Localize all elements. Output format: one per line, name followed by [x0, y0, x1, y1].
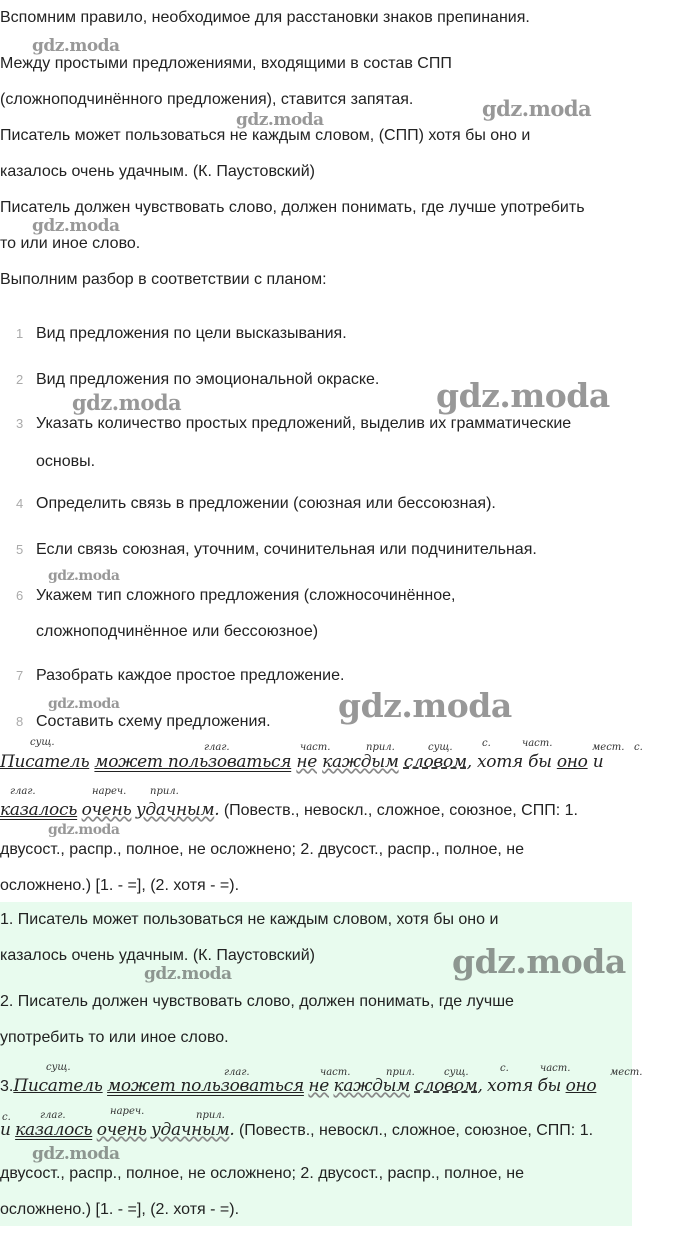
watermark: gdz.moda [32, 1144, 120, 1164]
object-word: словом [414, 1076, 478, 1096]
conjunction-word: хотя [487, 1076, 534, 1096]
conjunction-word: и [0, 1120, 11, 1140]
pos-label: нареч. [110, 1106, 145, 1117]
example-1-line-2: казалось очень удачным. (К. Паустовский) [0, 163, 315, 180]
watermark: gdz.moda [48, 568, 120, 584]
rule-line-2: (сложноподчинённого предложения), ставится запятая. [0, 91, 414, 108]
modifier-word: очень [81, 800, 132, 820]
example-2-line-1: Писатель должен чувствовать слово, должен понимать, где лучше употребить [0, 199, 585, 216]
pos-label: част. [320, 1067, 351, 1078]
pos-label: прил. [196, 1110, 225, 1121]
parsed-line-1 [0, 752, 603, 772]
watermark: gdz.moda [236, 110, 324, 130]
pos-label: сущ. [444, 1067, 469, 1078]
analysis-line-3: осложнено.) [1. - =], (2. хотя - =). [0, 1201, 240, 1218]
pos-label: прил. [386, 1067, 415, 1078]
plan-number: 7 [16, 668, 24, 683]
pos-label: мест. [610, 1067, 643, 1078]
plan-item: Если связь союзная, уточним, сочинительная или подчинительная. [36, 541, 537, 558]
sentence-number: 3. [0, 1078, 14, 1095]
analysis-text: (Повеств., невоскл., сложное, союзное, СПП: 1. [238, 1122, 594, 1139]
plan-item: Укажем тип сложного предложения (сложносочинённое, [36, 587, 456, 604]
analysis-text: (Повеств., невоскл., сложное, союзное, СПП: 1. [223, 802, 578, 819]
comma: , [477, 1076, 483, 1096]
plan-item: Вид предложения по цели высказывания. [36, 325, 347, 342]
plan-number: 4 [16, 496, 24, 511]
analysis-line-2: двусост., распр., полное, не осложнено; 2. двусост., распр., полное, не [0, 841, 524, 858]
modifier-word: не [296, 752, 317, 772]
plan-number: 5 [16, 542, 24, 557]
predicate-word: может пользоваться [94, 752, 292, 772]
watermark: gdz.moda [32, 216, 120, 236]
predicate-word: казалось [15, 1120, 93, 1140]
pos-label: част. [522, 738, 553, 749]
rule-title: Вспомним правило, необходимое для расстановки знаков препинания. [0, 9, 530, 26]
parsed-line-3a [0, 1076, 596, 1097]
watermark: gdz.moda [338, 686, 512, 725]
modifier-word: очень [96, 1120, 147, 1140]
modifier-word: удачным [150, 1120, 230, 1140]
plan-item: Разобрать каждое простое предложение. [36, 667, 345, 684]
analysis-line-3: осложнено.) [1. - =], (2. хотя - =). [0, 877, 240, 894]
plan-number: 8 [16, 714, 24, 729]
pos-label: прил. [150, 786, 179, 797]
summary-line-4: употребить то или иное слово. [0, 1029, 229, 1046]
pos-label: нареч. [92, 786, 127, 797]
summary-line-2: казалось очень удачным. (К. Паустовский) [0, 947, 315, 964]
pos-label: с. [500, 1063, 509, 1074]
pos-label: сущ. [428, 742, 453, 753]
pos-label: прил. [366, 742, 395, 753]
pos-label: с. [634, 742, 643, 753]
pos-label: част. [540, 1063, 571, 1074]
plan-intro: Выполним разбор в соответствии с планом: [0, 271, 327, 288]
watermark: gdz.moda [32, 36, 120, 56]
watermark: gdz.moda [482, 96, 592, 121]
plan-number: 2 [16, 372, 24, 387]
modifier-word: каждым [333, 1076, 410, 1096]
predicate-word: казалось [0, 800, 78, 820]
conjunction-word: и [592, 752, 604, 772]
pos-label: глаг. [204, 742, 230, 753]
plan-number: 1 [16, 326, 24, 341]
plan-item-continuation: сложноподчинённое или бессоюзное) [36, 623, 319, 640]
pos-label: сущ. [30, 737, 55, 748]
pos-label: сущ. [46, 1062, 71, 1073]
watermark: gdz.moda [48, 696, 120, 712]
watermark: gdz.moda [144, 964, 232, 984]
watermark: gdz.moda [452, 942, 626, 981]
pos-label: мест. [592, 742, 625, 753]
summary-line-3: 2. Писатель должен чувствовать слово, должен понимать, где лучше [0, 993, 514, 1010]
particle-word: бы [537, 1076, 562, 1096]
subject-word: Писатель [0, 752, 90, 772]
particle-word: бы [528, 752, 552, 772]
example-2-line-2: то или иное слово. [0, 235, 141, 252]
subject-word: оно [556, 752, 588, 772]
plan-number: 6 [16, 588, 24, 603]
pos-label: глаг. [40, 1110, 66, 1121]
pos-label: с. [2, 1112, 11, 1123]
predicate-word: может пользоваться [107, 1076, 304, 1096]
plan-item: Вид предложения по эмоциональной окраске. [36, 371, 380, 388]
period: . [214, 800, 220, 820]
plan-number: 3 [16, 416, 24, 431]
conjunction-word: хотя [476, 752, 523, 772]
pos-label: глаг. [224, 1067, 250, 1078]
modifier-word: не [308, 1076, 330, 1096]
subject-word: Писатель [13, 1076, 103, 1096]
parsed-line-3b [0, 1120, 593, 1141]
pos-label: с. [482, 738, 491, 749]
subject-word: оно [565, 1076, 597, 1096]
modifier-word: удачным [135, 800, 215, 820]
object-word: словом [403, 752, 467, 772]
pos-label: глаг. [10, 786, 36, 797]
plan-item: Указать количество простых предложений, выделив их грамматические [36, 415, 572, 432]
comma: , [466, 752, 472, 772]
parsed-line-2 [0, 800, 578, 821]
example-1-line-1: Писатель может пользоваться не каждым словом, (СПП) хотя бы оно и [0, 127, 531, 144]
rule-line-1: Между простыми предложениями, входящими в состав СПП [0, 55, 452, 72]
watermark: gdz.moda [72, 390, 182, 415]
modifier-word: каждым [322, 752, 399, 772]
watermark: gdz.moda [48, 822, 120, 838]
analysis-line-2: двусост., распр., полное, не осложнено; 2. двусост., распр., полное, не [0, 1165, 524, 1182]
period: . [229, 1120, 235, 1140]
summary-line-1: 1. Писатель может пользоваться не каждым словом, хотя бы оно и [0, 911, 499, 928]
plan-item: Определить связь в предложении (союзная или бессоюзная). [36, 495, 496, 512]
plan-item: Составить схему предложения. [36, 713, 271, 730]
pos-label: част. [300, 742, 331, 753]
watermark: gdz.moda [436, 376, 610, 415]
plan-item-continuation: основы. [36, 453, 96, 470]
